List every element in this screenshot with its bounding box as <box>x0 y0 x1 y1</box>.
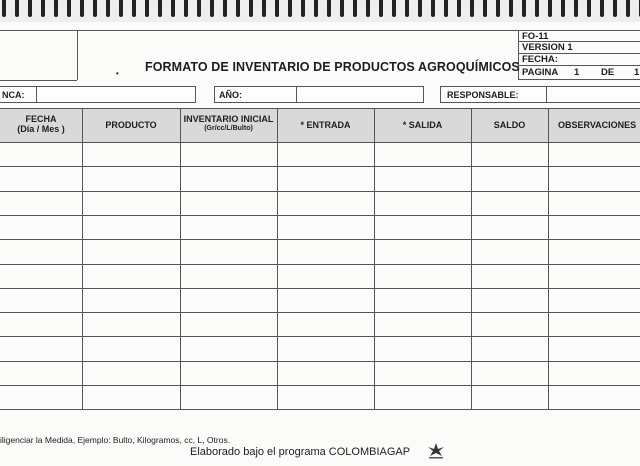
spiral-coil <box>80 0 84 17</box>
table-cell[interactable] <box>375 362 470 384</box>
column-header <box>82 120 180 130</box>
column-header-label: * SALIDA <box>402 120 443 130</box>
table-cell[interactable] <box>1 362 81 384</box>
spiral-coil <box>574 0 578 17</box>
table-cell[interactable] <box>83 143 179 165</box>
table-cell[interactable] <box>375 265 470 287</box>
column-header-label: PRODUCTO <box>105 120 157 130</box>
table-cell[interactable] <box>83 265 179 287</box>
table-cell[interactable] <box>83 386 179 408</box>
footer-note: iligenciar la Medida, Ejemplo: Bulto, Kilogramos, cc, L, Otros. <box>0 435 231 445</box>
table-cell[interactable] <box>278 386 373 408</box>
table-cell[interactable] <box>472 337 547 359</box>
table-cell[interactable] <box>83 240 179 262</box>
table-cell[interactable] <box>278 167 373 189</box>
footer-program: Elaborado bajo el programa COLOMBIAGAP <box>190 446 411 458</box>
column-header <box>471 120 548 130</box>
spiral-coil <box>379 0 383 17</box>
table-cell[interactable] <box>549 167 639 189</box>
spiral-coil <box>392 0 396 17</box>
form-page-label: PAGINA <box>522 67 559 78</box>
spiral-coil <box>431 0 435 17</box>
code-row-line-3 <box>518 65 640 66</box>
table-cell[interactable] <box>375 192 470 214</box>
table-cell[interactable] <box>181 167 276 189</box>
table-row-line <box>0 409 640 410</box>
table-cell[interactable] <box>278 362 373 384</box>
column-header-sub: (Gr/cc/L/Bulto) <box>204 125 253 132</box>
table-top-border <box>0 108 640 109</box>
column-header-label: INVENTARIO INICIAL <box>183 114 274 124</box>
table-cell[interactable] <box>472 265 547 287</box>
responsable-label: RESPONSABLE: <box>447 90 519 100</box>
table-cell[interactable] <box>549 240 639 262</box>
table-cell[interactable] <box>1 313 81 335</box>
spiral-coil <box>119 0 123 17</box>
column-header <box>548 120 640 130</box>
table-cell[interactable] <box>375 143 470 165</box>
spiral-coil <box>600 0 604 17</box>
spiral-coil <box>158 0 162 17</box>
table-cell[interactable] <box>375 289 470 311</box>
form-date-label: FECHA: <box>522 54 558 65</box>
table-cell[interactable] <box>472 216 547 238</box>
spiral-coil <box>145 0 149 17</box>
table-cell[interactable] <box>181 240 276 262</box>
table-cell[interactable] <box>1 386 81 408</box>
spiral-coil <box>275 0 279 17</box>
spiral-coil <box>496 0 500 17</box>
table-cell[interactable] <box>1 167 81 189</box>
spiral-coil <box>314 0 318 17</box>
column-header-label: OBSERVACIONES <box>558 120 637 130</box>
spiral-binding <box>0 0 640 22</box>
finca-label: NCA: <box>2 90 25 100</box>
table-cell[interactable] <box>472 192 547 214</box>
table-cell[interactable] <box>181 337 276 359</box>
spiral-coil <box>223 0 227 17</box>
spiral-coil <box>288 0 292 17</box>
table-cell[interactable] <box>375 216 470 238</box>
finca-input[interactable] <box>36 86 196 103</box>
spiral-coil <box>587 0 591 17</box>
spiral-coil <box>613 0 617 17</box>
responsable-input[interactable] <box>546 86 640 103</box>
spiral-coil <box>197 0 201 17</box>
table-cell[interactable] <box>375 167 470 189</box>
table-cell[interactable] <box>278 313 373 335</box>
spiral-coil <box>626 0 630 17</box>
spiral-coil <box>67 0 71 17</box>
ano-label: AÑO: <box>219 90 242 100</box>
table-cell[interactable] <box>472 313 547 335</box>
table-cell[interactable] <box>472 386 547 408</box>
column-header-label: FECHA <box>25 114 57 124</box>
table-cell[interactable] <box>1 192 81 214</box>
spiral-coil <box>106 0 110 17</box>
form-version: VERSION 1 <box>522 42 573 53</box>
table-cell[interactable] <box>83 167 179 189</box>
spiral-coil <box>28 0 32 17</box>
spiral-coil <box>561 0 565 17</box>
spiral-coil <box>535 0 539 17</box>
table-cell[interactable] <box>181 143 276 165</box>
spiral-coil <box>444 0 448 17</box>
table-cell[interactable] <box>549 362 639 384</box>
spiral-coil <box>41 0 45 17</box>
form-title: FORMATO DE INVENTARIO DE PRODUCTOS AGROQUÍMICOS <box>145 60 520 74</box>
table-cell[interactable] <box>549 337 639 359</box>
table-cell[interactable] <box>549 386 639 408</box>
table-cell[interactable] <box>375 337 470 359</box>
table-cell[interactable] <box>549 313 639 335</box>
table-cell[interactable] <box>278 337 373 359</box>
form-page-of: DE <box>601 67 615 78</box>
spiral-coil <box>54 0 58 17</box>
table-cell[interactable] <box>549 265 639 287</box>
spiral-coil <box>301 0 305 17</box>
table-cell[interactable] <box>1 216 81 238</box>
column-header-label: * ENTRADA <box>300 120 351 130</box>
table-cell[interactable] <box>549 192 639 214</box>
spiral-coil <box>405 0 409 17</box>
spiral-coil <box>2 0 6 17</box>
table-cell[interactable] <box>472 289 547 311</box>
spiral-coil <box>184 0 188 17</box>
spiral-coil <box>249 0 253 17</box>
table-cell[interactable] <box>472 362 547 384</box>
table-cell[interactable] <box>83 216 179 238</box>
table-cell[interactable] <box>375 386 470 408</box>
header-logo-bottom <box>0 80 77 81</box>
column-header <box>0 114 82 134</box>
table-cell[interactable] <box>472 143 547 165</box>
table-cell[interactable] <box>549 289 639 311</box>
spiral-coil <box>171 0 175 17</box>
table-cell[interactable] <box>83 289 179 311</box>
spiral-coil <box>483 0 487 17</box>
spiral-coil <box>327 0 331 17</box>
table-cell[interactable] <box>1 289 81 311</box>
table-cell[interactable] <box>83 362 179 384</box>
table-cell[interactable] <box>1 240 81 262</box>
table-cell[interactable] <box>549 216 639 238</box>
table-cell[interactable] <box>83 192 179 214</box>
table-cell[interactable] <box>278 240 373 262</box>
form-code: FO-11 <box>522 31 549 42</box>
spiral-coil <box>418 0 422 17</box>
table-cell[interactable] <box>181 192 276 214</box>
colombiagap-logo-icon <box>425 442 447 460</box>
code-row-line-4 <box>518 79 640 80</box>
form-page-number: 1 <box>574 67 580 78</box>
column-header-sub: (Día / Mes ) <box>17 124 65 134</box>
spiral-coil <box>509 0 513 17</box>
table-cell[interactable] <box>1 265 81 287</box>
table-cell[interactable] <box>278 143 373 165</box>
column-header <box>180 114 277 134</box>
table-cell[interactable] <box>1 337 81 359</box>
table-cell[interactable] <box>1 143 81 165</box>
table-cell[interactable] <box>181 362 276 384</box>
table-cell[interactable] <box>549 143 639 165</box>
table-cell[interactable] <box>472 167 547 189</box>
ano-input[interactable] <box>296 86 424 103</box>
column-header <box>277 120 374 130</box>
table-cell[interactable] <box>181 289 276 311</box>
form-page-total: 1 <box>634 67 640 78</box>
table-cell[interactable] <box>278 192 373 214</box>
table-cell[interactable] <box>181 216 276 238</box>
table-cell[interactable] <box>472 240 547 262</box>
spiral-coil <box>340 0 344 17</box>
spiral-coil <box>236 0 240 17</box>
spiral-coil <box>262 0 266 17</box>
spiral-coil <box>548 0 552 17</box>
spiral-coil <box>210 0 214 17</box>
table-cell[interactable] <box>181 386 276 408</box>
dot-mark: • <box>116 69 119 78</box>
table-cell[interactable] <box>83 337 179 359</box>
spiral-coil <box>15 0 19 17</box>
spiral-coil <box>132 0 136 17</box>
table-cell[interactable] <box>278 216 373 238</box>
table-cell[interactable] <box>375 313 470 335</box>
table-cell[interactable] <box>278 265 373 287</box>
table-cell[interactable] <box>181 265 276 287</box>
spiral-coil <box>366 0 370 17</box>
column-header <box>374 120 471 130</box>
spiral-coil <box>93 0 97 17</box>
table-cell[interactable] <box>278 289 373 311</box>
header-logo-divider <box>77 30 78 80</box>
spiral-coil <box>522 0 526 17</box>
spiral-coil <box>470 0 474 17</box>
table-cell[interactable] <box>375 240 470 262</box>
spiral-coil <box>353 0 357 17</box>
column-header-label: SALDO <box>493 120 526 130</box>
table-cell[interactable] <box>181 313 276 335</box>
spiral-coil <box>457 0 461 17</box>
table-cell[interactable] <box>83 313 179 335</box>
